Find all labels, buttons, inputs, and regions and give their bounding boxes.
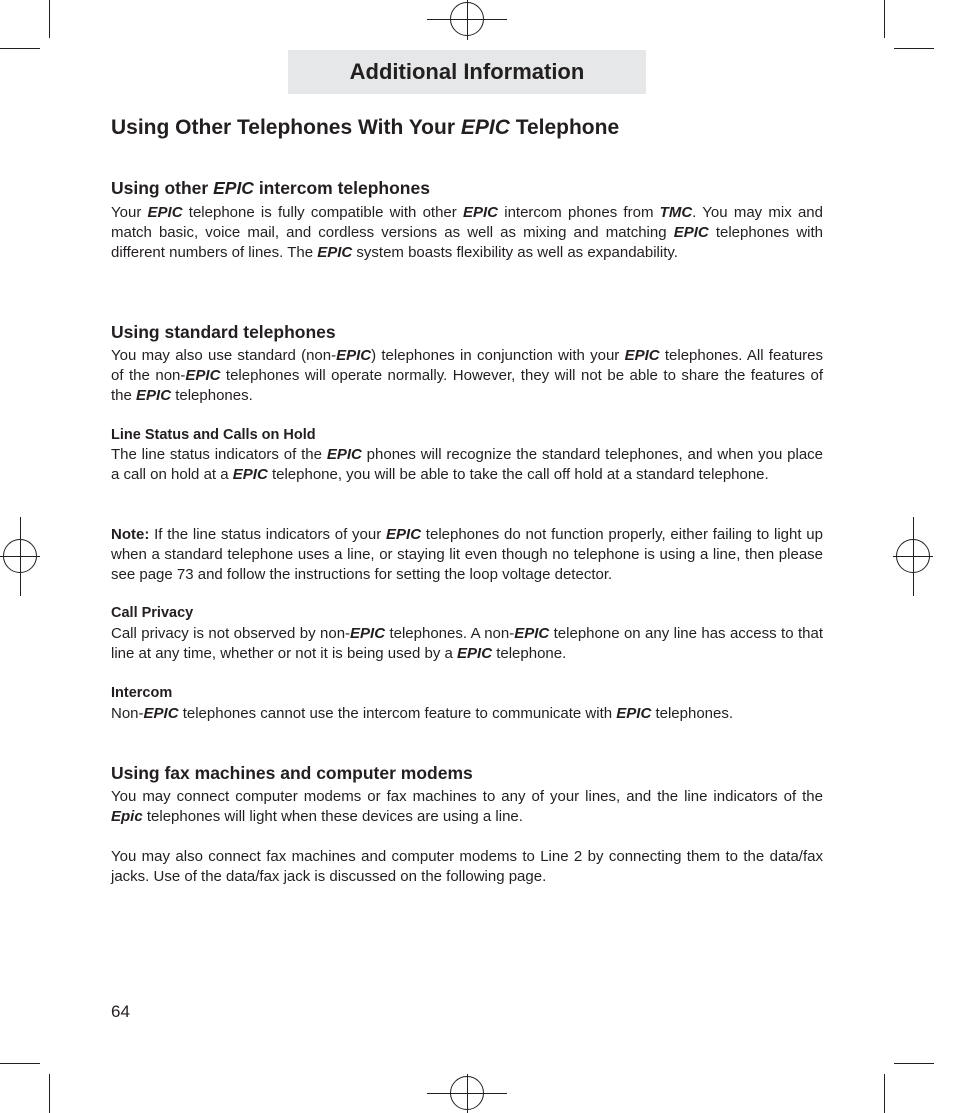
- text: The line status indicators of the: [111, 446, 327, 463]
- brand-name: EPIC: [185, 367, 221, 384]
- text: system boasts flexibility as well as expandability.: [352, 244, 678, 261]
- text: telephone.: [492, 645, 567, 662]
- text: Call privacy is not observed by non-: [111, 625, 351, 642]
- text: . You may mix and match basic, voice mail, and cordless versions as well as mixing and matching: [111, 204, 823, 241]
- section-banner: [288, 50, 646, 94]
- brand-name: EPIC: [624, 347, 660, 364]
- paragraph-standard-telephones: [111, 346, 823, 406]
- heading-call-privacy: Call Privacy: [111, 605, 194, 621]
- text: telephones. All features of the non-: [111, 347, 823, 384]
- page-title-brand: EPIC: [460, 116, 510, 139]
- paragraph-intercom-compat: [111, 203, 823, 263]
- text: You may connect computer modems or fax machines to any of your lines, and the line indicators of the: [111, 788, 823, 805]
- page-title: [111, 116, 619, 140]
- heading-line-status: Line Status and Calls on Hold: [111, 427, 316, 443]
- heading-intercom: Intercom: [111, 685, 173, 701]
- brand-name: EPIC: [317, 244, 353, 261]
- note-label: Note:: [111, 526, 150, 543]
- text: telephones do not function properly, either failing to light up when a standard telephone uses a line, or staying lit even though no telephone is using a line, then please see page 73 and follow the instructions for setting the loop voltage detector.: [111, 526, 823, 583]
- brand-name: EPIC: [147, 204, 183, 221]
- text: telephones will operate normally. However, they will not be able to share the features of the: [111, 367, 824, 404]
- text: telephones. A non-: [385, 625, 515, 642]
- brand-name: EPIC: [326, 446, 362, 463]
- text: telephone is fully compatible with other: [182, 204, 463, 221]
- text: telephones with different numbers of lines. The: [111, 224, 823, 261]
- text: telephones will light when these devices are using a line.: [142, 808, 523, 825]
- brand-name: EPIC: [386, 526, 422, 543]
- page-title-text: Using Other Telephones With Your: [111, 116, 461, 139]
- heading-fax-modems: Using fax machines and computer modems: [111, 763, 473, 783]
- paragraph-fax-1: [111, 787, 823, 827]
- brand-name: EPIC: [457, 645, 493, 662]
- page-title-text-end: Telephone: [509, 116, 620, 139]
- paragraph-fax-2: You may also connect fax machines and computer modems to Line 2 by connecting them to the data/fax jacks. Use of the data/fax jack is discussed on the following page.: [111, 848, 823, 885]
- paragraph-line-status: [111, 445, 823, 485]
- brand-name: EPIC: [336, 347, 372, 364]
- brand-name: EPIC: [616, 705, 652, 722]
- brand-name: TMC: [659, 204, 693, 221]
- brand-name: Epic: [111, 808, 143, 825]
- text: telephone, you will be able to take the call off hold at a standard telephone.: [267, 466, 769, 483]
- text: Non-: [111, 705, 144, 722]
- text: Your: [111, 204, 148, 221]
- text: phones will recognize the standard telephones, and when you place a call on hold at a: [111, 446, 824, 483]
- text: ) telephones in conjunction with your: [371, 347, 625, 364]
- brand-name: EPIC: [350, 625, 386, 642]
- text: If the line status indicators of your: [149, 526, 387, 543]
- text: telephones.: [171, 387, 253, 404]
- brand-name: EPIC: [673, 224, 709, 241]
- page-number: 64: [111, 1002, 130, 1021]
- text: telephones cannot use the intercom feature to communicate with: [178, 705, 617, 722]
- heading-standard-telephones: Using standard telephones: [111, 322, 336, 342]
- paragraph-call-privacy: [111, 624, 823, 664]
- paragraph-note: [111, 525, 823, 585]
- heading-text-end: intercom telephones: [253, 178, 430, 198]
- brand-name: EPIC: [136, 387, 172, 404]
- heading-brand: EPIC: [213, 178, 254, 198]
- heading-text: Using other: [111, 178, 214, 198]
- text: telephone on any line has access to that line at any time, whether or not it is being used by a: [111, 625, 823, 662]
- banner-title: Additional Information: [349, 59, 585, 84]
- text: telephones.: [651, 705, 734, 722]
- brand-name: EPIC: [143, 705, 179, 722]
- heading-other-intercom: [111, 178, 430, 199]
- brand-name: EPIC: [463, 204, 499, 221]
- text: intercom phones from: [498, 204, 660, 221]
- text: You may also use standard (non-: [111, 347, 337, 364]
- brand-name: EPIC: [514, 625, 550, 642]
- paragraph-intercom: [111, 704, 823, 724]
- brand-name: EPIC: [232, 466, 268, 483]
